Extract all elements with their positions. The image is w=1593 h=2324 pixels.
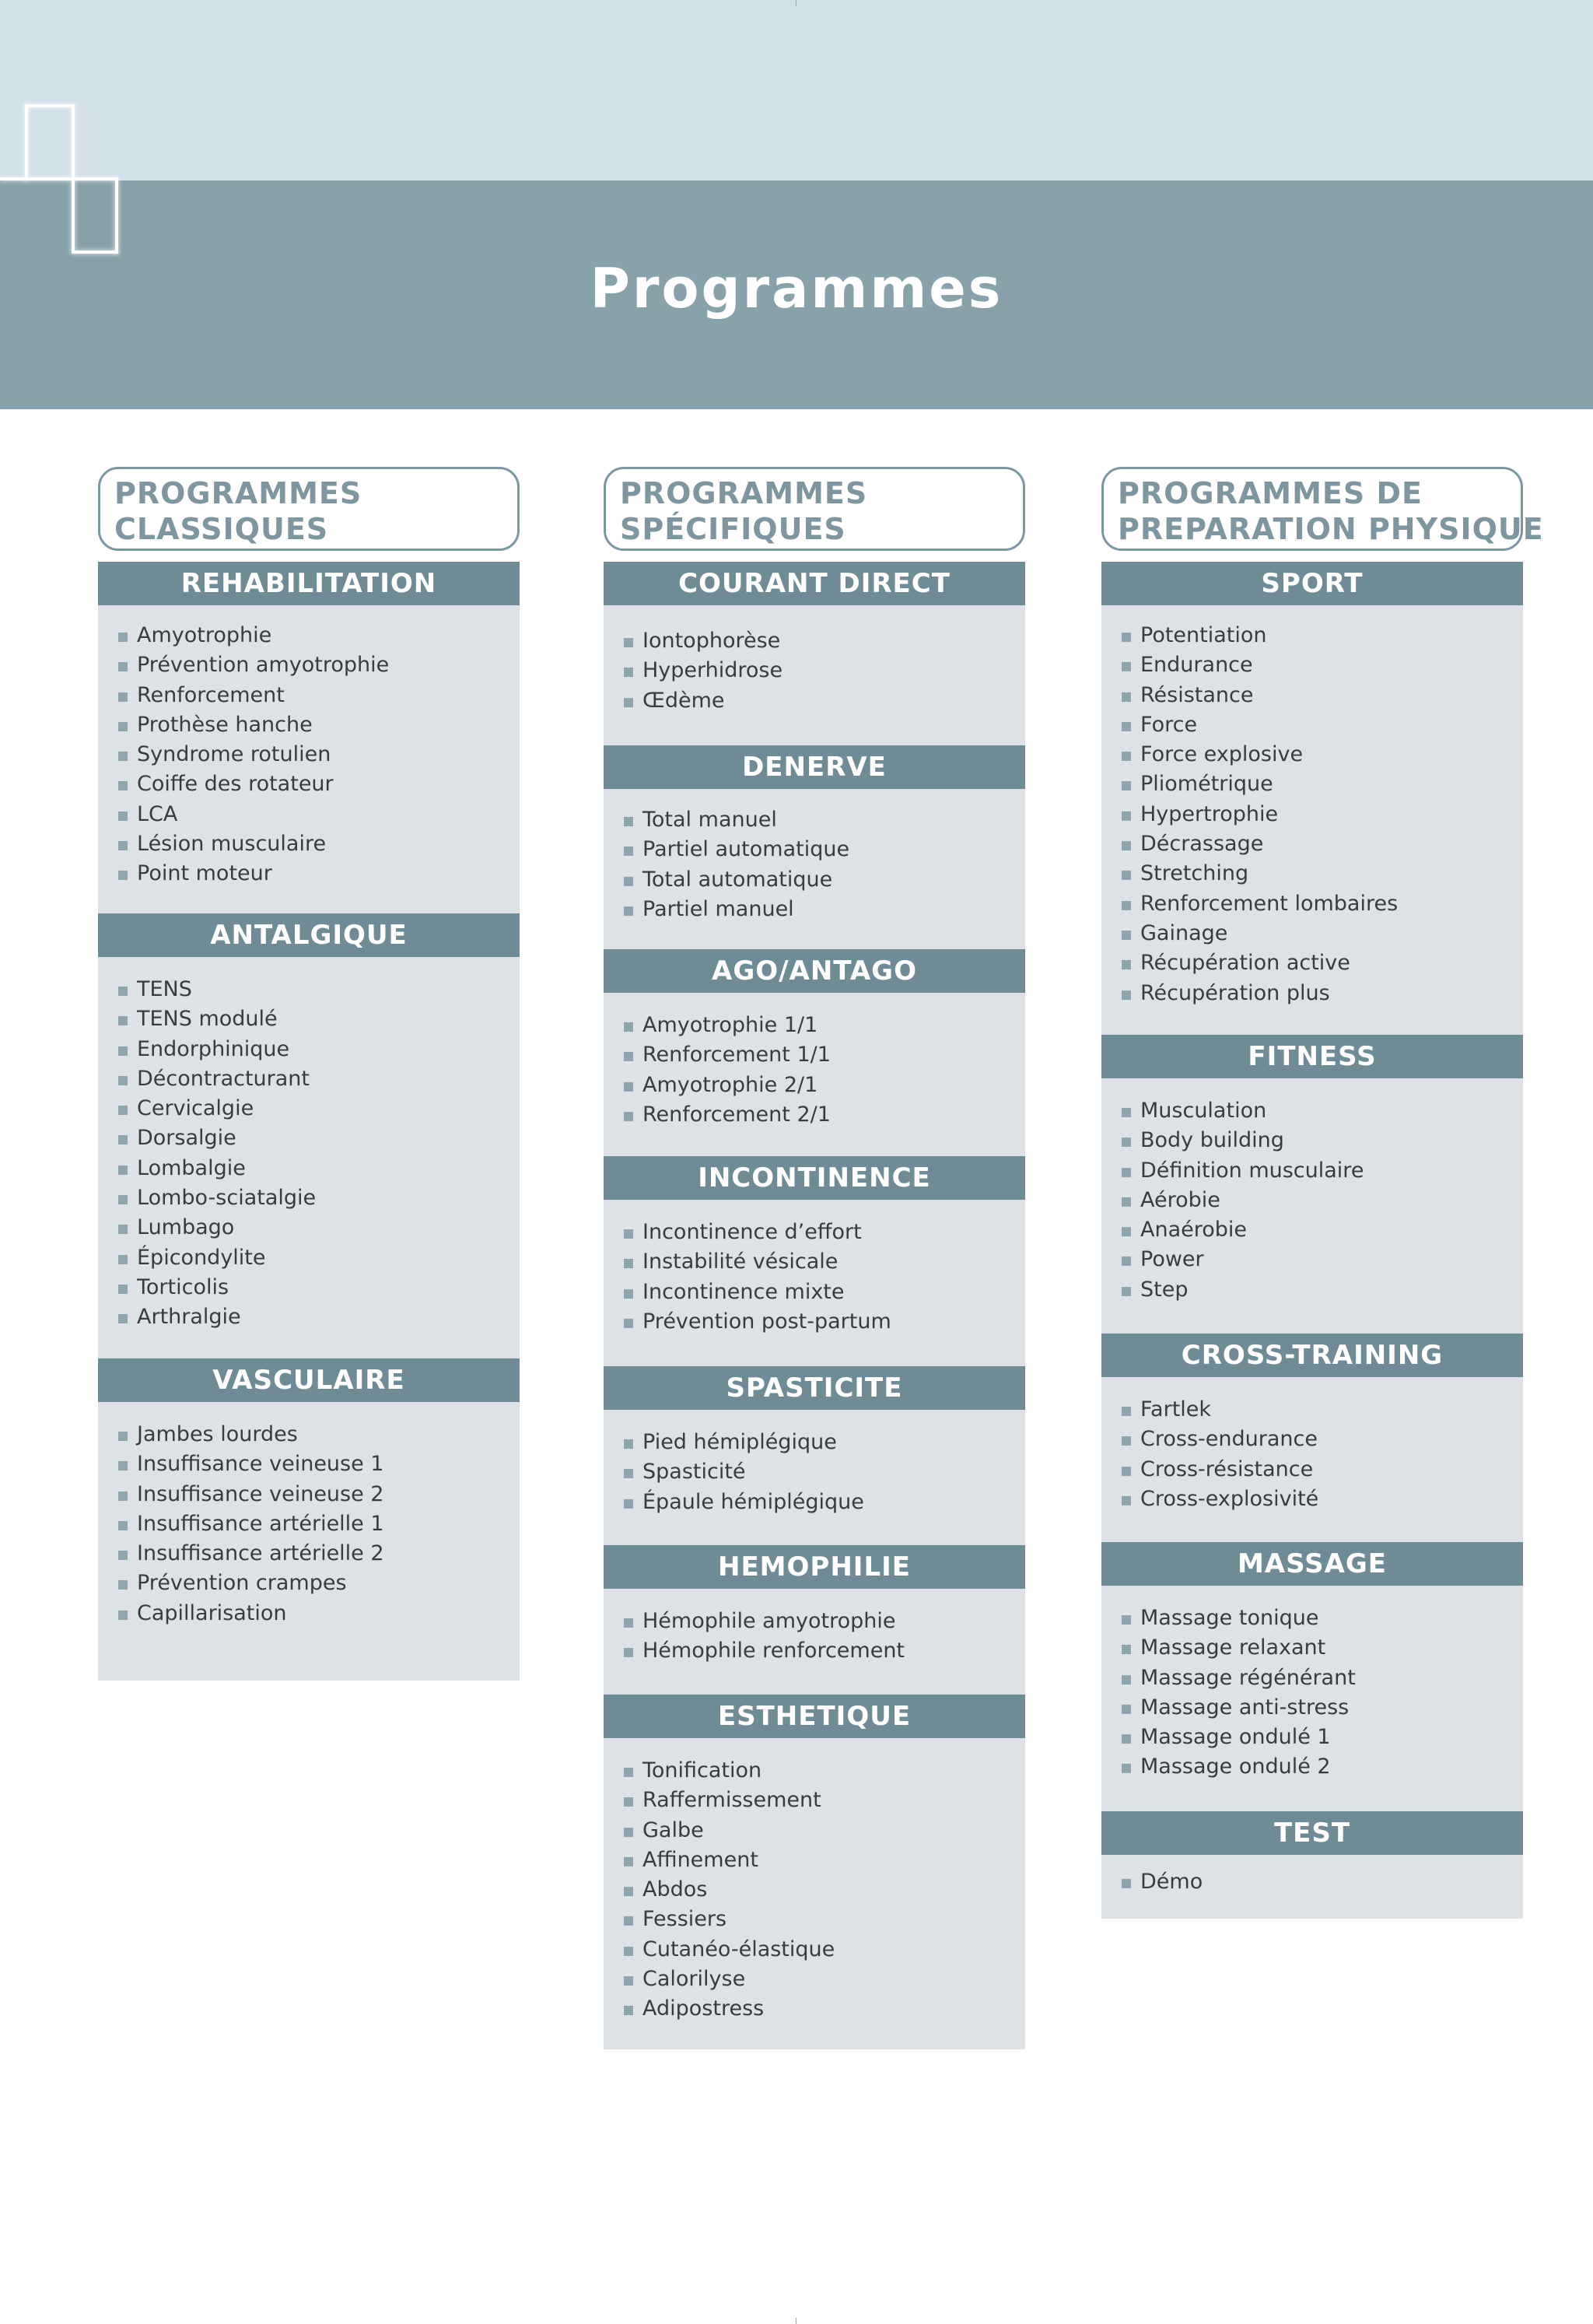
program-item: Adipostress xyxy=(622,1994,1025,2024)
column-programmes-specifiques xyxy=(604,467,1025,2049)
program-item: Massage anti-stress xyxy=(1120,1693,1523,1723)
section-title-spasticite: SPASTICITE xyxy=(604,1366,1025,1410)
column-heading-line1: PROGRAMMES DE xyxy=(1118,476,1423,510)
section-title-test: TEST xyxy=(1101,1811,1523,1855)
program-item: Fartlek xyxy=(1120,1395,1523,1425)
section-body-esthetique xyxy=(604,1738,1025,2049)
program-item: Cross-endurance xyxy=(1120,1425,1523,1454)
column-heading xyxy=(98,467,520,551)
section-body-denerve xyxy=(604,789,1025,949)
program-item: Step xyxy=(1120,1275,1523,1305)
section-title-vasculaire: VASCULAIRE xyxy=(98,1358,520,1402)
section-body-incontinence xyxy=(604,1200,1025,1366)
column-heading-line1: PROGRAMMES xyxy=(114,476,362,510)
column-heading xyxy=(1101,467,1544,551)
program-item: Total manuel xyxy=(622,805,1025,835)
section-body-ago-antago xyxy=(604,993,1025,1156)
section-body-courant-direct xyxy=(604,605,1025,745)
program-item: Amyotrophie 2/1 xyxy=(622,1071,1025,1100)
program-item: Force xyxy=(1120,710,1523,740)
program-item: Affinement xyxy=(622,1846,1025,1875)
column-heading-line2: SPÉCIFIQUES xyxy=(620,512,846,546)
section-body-rehabilitation xyxy=(98,605,520,913)
program-item: Iontophorèse xyxy=(622,626,1025,656)
program-item: Définition musculaire xyxy=(1120,1156,1523,1186)
program-item: Amyotrophie 1/1 xyxy=(622,1011,1025,1040)
program-item: Lombo-sciatalgie xyxy=(117,1183,520,1213)
program-item: Massage tonique xyxy=(1120,1604,1523,1633)
program-item: Torticolis xyxy=(117,1273,520,1302)
program-item: Potentiation xyxy=(1120,621,1523,650)
program-item: Prévention amyotrophie xyxy=(117,650,520,680)
program-item: Prothèse hanche xyxy=(117,710,520,740)
program-item: Raffermissement xyxy=(622,1786,1025,1815)
program-item: Prévention post-partum xyxy=(622,1307,1025,1337)
section-title-esthetique: ESTHETIQUE xyxy=(604,1695,1025,1738)
program-item: Endurance xyxy=(1120,650,1523,680)
program-item: TENS xyxy=(117,975,520,1004)
program-item: Résistance xyxy=(1120,681,1523,710)
program-item: Anaérobie xyxy=(1120,1215,1523,1245)
section-title-cross-training: CROSS-TRAINING xyxy=(1101,1334,1523,1377)
program-item: Massage ondulé 1 xyxy=(1120,1723,1523,1752)
program-item: Décrassage xyxy=(1120,829,1523,859)
program-item: Lumbago xyxy=(117,1213,520,1243)
program-item: Massage relaxant xyxy=(1120,1633,1523,1663)
program-item: Syndrome rotulien xyxy=(117,740,520,769)
program-item: Partiel manuel xyxy=(622,895,1025,924)
program-item: Hémophile amyotrophie xyxy=(622,1607,1025,1636)
header-top-band xyxy=(0,0,1593,181)
program-item: Insuffisance artérielle 1 xyxy=(117,1509,520,1539)
program-item: Power xyxy=(1120,1245,1523,1274)
section-body-vasculaire xyxy=(98,1402,520,1681)
program-item: Renforcement 2/1 xyxy=(622,1100,1025,1130)
program-item: Abdos xyxy=(622,1875,1025,1905)
section-title-rehabilitation: REHABILITATION xyxy=(98,562,520,605)
program-item: Coiffe des rotateur xyxy=(117,769,520,799)
program-item: Démo xyxy=(1120,1867,1523,1897)
column-heading-line1: PROGRAMMES xyxy=(620,476,868,510)
program-item: Hypertrophie xyxy=(1120,800,1523,829)
program-item: Galbe xyxy=(622,1816,1025,1846)
program-item: Épicondylite xyxy=(117,1243,520,1273)
program-item: Partiel automatique xyxy=(622,835,1025,864)
program-item: Hémophile renforcement xyxy=(622,1636,1025,1666)
program-item: Insuffisance artérielle 2 xyxy=(117,1539,520,1569)
program-item: Insuffisance veineuse 2 xyxy=(117,1480,520,1509)
column-preparation-physique xyxy=(1101,467,1544,1919)
program-item: Force explosive xyxy=(1120,740,1523,769)
program-item: LCA xyxy=(117,800,520,829)
program-item: Body building xyxy=(1120,1126,1523,1155)
program-item: Hyperhidrose xyxy=(622,656,1025,685)
section-body-massage xyxy=(1101,1586,1523,1811)
column-heading-line2: PREPARATION PHYSIQUE xyxy=(1118,512,1544,546)
program-item: Renforcement xyxy=(117,681,520,710)
program-item: Musculation xyxy=(1120,1096,1523,1126)
section-body-hemophilie xyxy=(604,1589,1025,1695)
program-item: Incontinence d’effort xyxy=(622,1218,1025,1247)
program-item: Cross-résistance xyxy=(1120,1455,1523,1484)
section-title-courant-direct: COURANT DIRECT xyxy=(604,562,1025,605)
program-item: Insuffisance veineuse 1 xyxy=(117,1449,520,1479)
section-body-cross-training xyxy=(1101,1377,1523,1542)
program-item: Prévention crampes xyxy=(117,1569,520,1598)
column-heading-line2: CLASSIQUES xyxy=(114,512,329,546)
program-item: Lésion musculaire xyxy=(117,829,520,859)
program-item: TENS modulé xyxy=(117,1004,520,1034)
column-programmes-classiques xyxy=(98,467,520,1681)
program-item: Spasticité xyxy=(622,1457,1025,1487)
page-title: Programmes xyxy=(590,257,1003,321)
program-item: Récupération active xyxy=(1120,948,1523,978)
program-item: Incontinence mixte xyxy=(622,1278,1025,1307)
program-item: Cutanéo-élastique xyxy=(622,1935,1025,1965)
program-item: Renforcement 1/1 xyxy=(622,1040,1025,1070)
program-item: Œdème xyxy=(622,686,1025,716)
program-item: Dorsalgie xyxy=(117,1123,520,1153)
program-item: Total automatique xyxy=(622,865,1025,895)
program-item: Cervicalgie xyxy=(117,1094,520,1123)
program-item: Stretching xyxy=(1120,859,1523,889)
program-item: Capillarisation xyxy=(117,1599,520,1628)
program-item: Massage régénérant xyxy=(1120,1663,1523,1693)
program-item: Calorilyse xyxy=(622,1965,1025,1994)
section-title-massage: MASSAGE xyxy=(1101,1542,1523,1586)
program-item: Lombalgie xyxy=(117,1154,520,1183)
section-body-test xyxy=(1101,1855,1523,1919)
section-title-fitness: FITNESS xyxy=(1101,1035,1523,1078)
program-item: Instabilité vésicale xyxy=(622,1247,1025,1277)
program-item: Gainage xyxy=(1120,919,1523,948)
section-title-ago-antago: AGO/ANTAGO xyxy=(604,949,1025,993)
program-item: Renforcement lombaires xyxy=(1120,889,1523,919)
program-item: Amyotrophie xyxy=(117,621,520,650)
section-title-incontinence: INCONTINENCE xyxy=(604,1156,1025,1200)
section-title-sport: SPORT xyxy=(1101,562,1523,605)
section-body-fitness xyxy=(1101,1078,1523,1334)
program-item: Pliométrique xyxy=(1120,769,1523,799)
section-title-hemophilie: HEMOPHILIE xyxy=(604,1545,1025,1589)
program-item: Épaule hémiplégique xyxy=(622,1488,1025,1517)
program-item: Jambes lourdes xyxy=(117,1420,520,1449)
program-item: Endorphinique xyxy=(117,1035,520,1064)
program-item: Fessiers xyxy=(622,1905,1025,1934)
program-item: Tonification xyxy=(622,1756,1025,1786)
section-title-denerve: DENERVE xyxy=(604,745,1025,789)
program-item: Cross-explosivité xyxy=(1120,1484,1523,1514)
section-body-spasticite xyxy=(604,1410,1025,1545)
program-item: Pied hémiplégique xyxy=(622,1428,1025,1457)
program-item: Récupération plus xyxy=(1120,979,1523,1008)
program-item: Aérobie xyxy=(1120,1186,1523,1215)
program-item: Arthralgie xyxy=(117,1302,520,1332)
section-title-antalgique: ANTALGIQUE xyxy=(98,913,520,957)
program-item: Décontracturant xyxy=(117,1064,520,1094)
section-body-antalgique xyxy=(98,957,520,1358)
program-item: Massage ondulé 2 xyxy=(1120,1752,1523,1782)
program-item: Point moteur xyxy=(117,859,520,889)
section-body-sport xyxy=(1101,605,1523,1035)
column-heading xyxy=(604,467,1025,551)
